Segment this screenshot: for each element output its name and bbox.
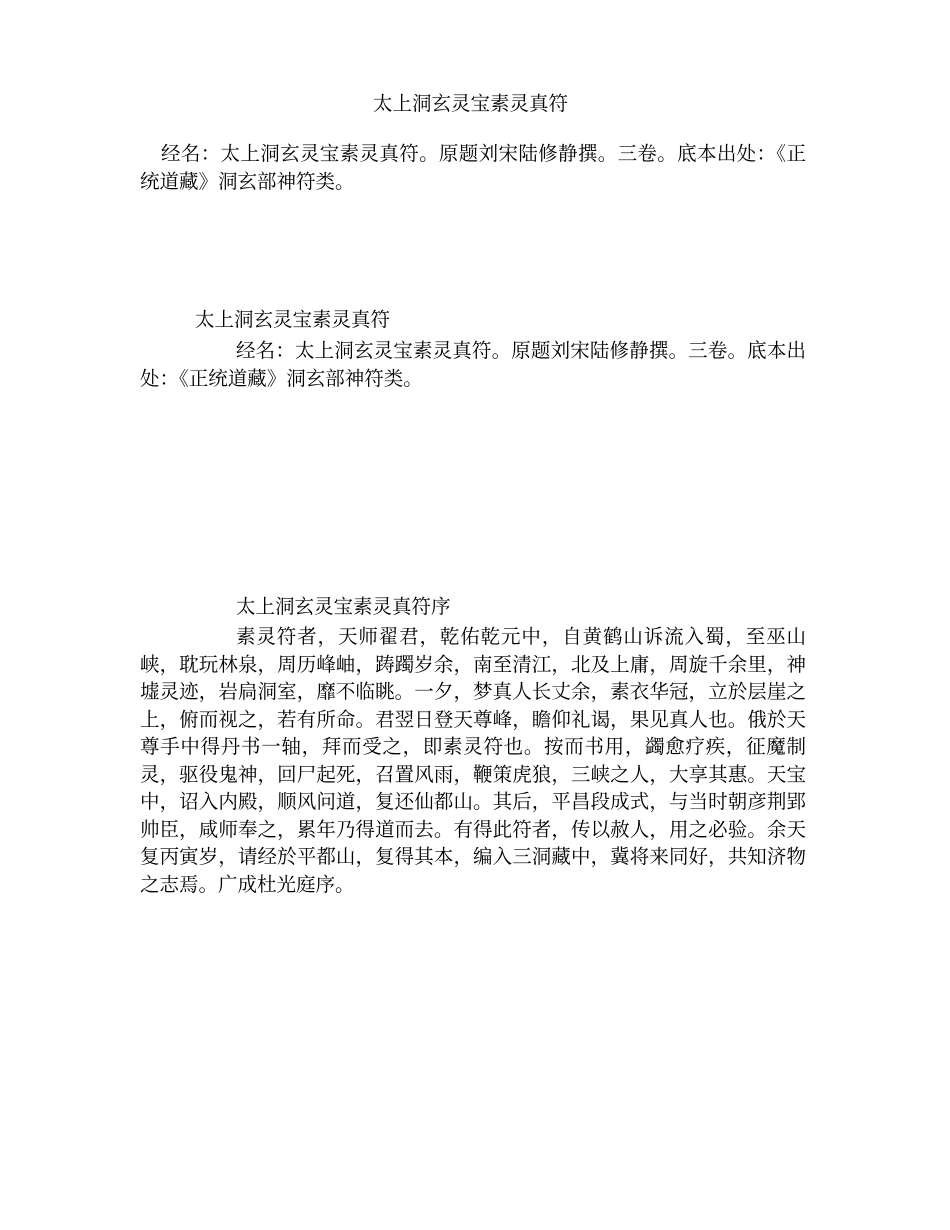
- section-title: 太上洞玄灵宝素灵真符: [195, 308, 391, 331]
- main-title: 太上洞玄灵宝素灵真符: [373, 92, 569, 115]
- preface-title: 太上洞玄灵宝素灵真符序: [236, 595, 451, 618]
- preface-body: 素灵符者，天师翟君，乾佑乾元中，自黄鹤山诉流入蜀，至巫山峡，耽玩林泉，周历峰岫，踌躅岁余，南至清江，北及上庸，周旋千余里，神墟灵迹，岩扃洞室，靡不临眺。一夕，梦真人长丈余，素衣华冠，立於层崖之上，俯而视之，若有所命。君翌日登天尊峰，瞻仰礼谒，果见真人也。俄於天尊手中得丹书一轴，拜而受之，即素灵符也。按而书用，蠲愈疗疾，征魔制灵，驱役鬼神，回尸起死，召置风雨，鞭策虎狼，三峡之人，大享其惠。天宝中，诏入内殿，顺风问道，复还仙都山。其后，平昌段成式，与当时朝彦荆郢帅臣，咸师奉之，累年乃得道而去。有得此符者，传以赦人，用之必验。余天复丙寅岁，请经於平都山，复得其本，编入三洞藏中，冀将来同好，共知济物之志焉。广成杜光庭序。: [140, 625, 806, 896]
- section-intro-paragraph: 经名：太上洞玄灵宝素灵真符。原题刘宋陆修静撰。三卷。底本出处：《正统道藏》洞玄部神符类。: [140, 339, 806, 390]
- intro-paragraph: 经名：太上洞玄灵宝素灵真符。原题刘宋陆修静撰。三卷。底本出处：《正统道藏》洞玄部神符类。: [140, 142, 806, 193]
